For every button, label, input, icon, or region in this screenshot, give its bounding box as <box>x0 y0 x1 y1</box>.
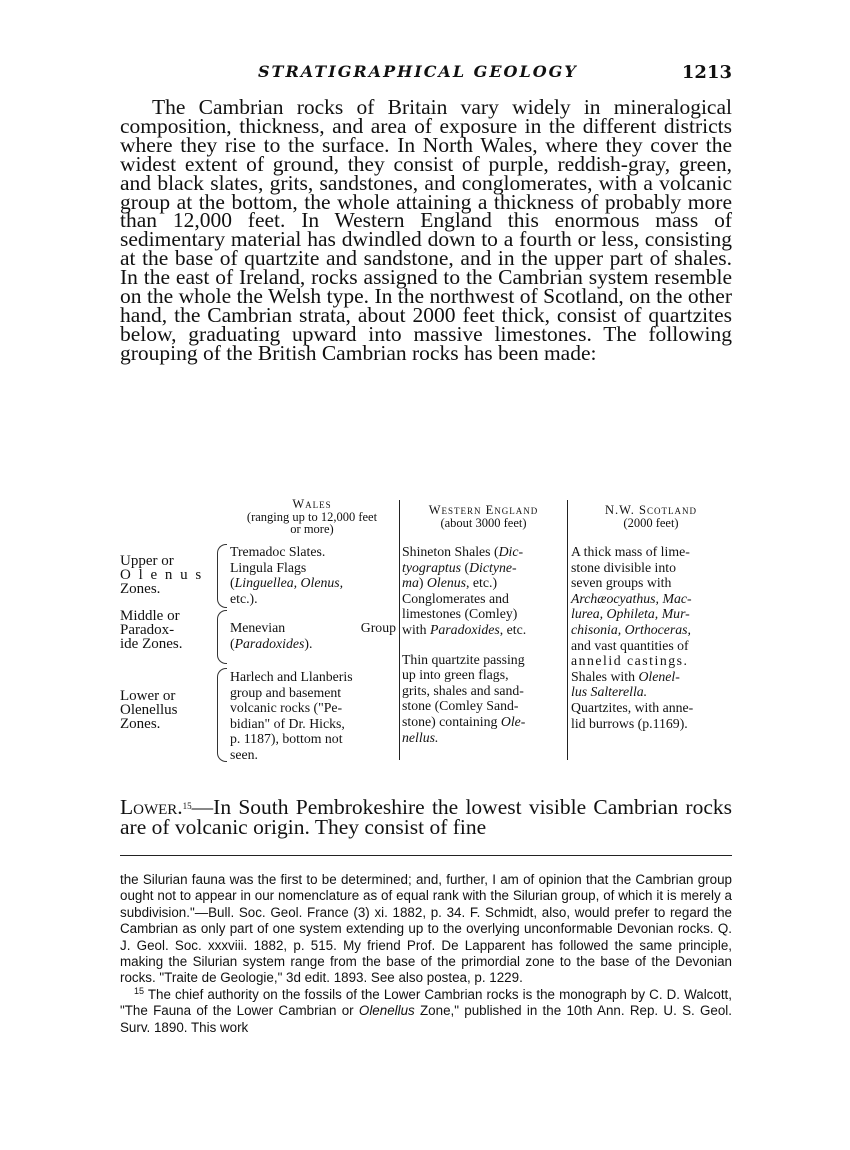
column-header-western-england <box>402 504 565 529</box>
column-divider <box>567 500 568 760</box>
cell-line <box>571 606 732 622</box>
cell-text-italic: Linguellea, Olenus, <box>234 575 344 591</box>
zone-label-line: ide Zones. <box>120 636 183 652</box>
paragraph-text: —In South Pembrokeshire the lowest visible Cambrian rocks are of volcanic origin. They consist of fine <box>120 795 732 839</box>
cell-line <box>230 620 396 636</box>
footnote-reference[interactable]: 15 <box>182 801 192 811</box>
cell-text-italic: lurea, Ophileta, Mur- <box>571 606 690 622</box>
zone-label-line: Zones. <box>120 581 161 597</box>
cell-line: grits, shales and sand- <box>402 682 524 698</box>
wales-upper-cell <box>230 544 396 606</box>
cell-text-italic: Olenel- <box>638 668 680 684</box>
column-header-name: Western England <box>428 503 539 517</box>
cell-text: ). <box>304 635 313 651</box>
cell-line: Lingula Flags <box>230 559 307 575</box>
column-header-nw-scotland <box>570 504 732 529</box>
cambrian-paragraph: The Cambrian rocks of Britain vary widely in mineralogical composition, thickness, and area of exposure in the different districts where they rise to the surface. In North Wales, where they cover the widest extent of ground, they consist of purple, reddish-gray, green, and black slates, grits, sandstones, and conglomerates, with a volcanic group at the bottom, the whole attaining a thickness of probably more than 12,000 feet. In Western England this enormous mass of sedimentary material has dwindled down to a fourth or less, consisting at the base of quartzite and sandstone, and in the upper part of shales. In the east of Ireland, rocks assigned to the Cambrian system resemble on the whole the Welsh type. In the northwest of Scotland, on the other hand, the Cambrian strata, about 2000 feet thick, consist of quartzites below, graduating upward into massive limestones. The following grouping of the British Cambrian rocks has been made: <box>120 95 732 365</box>
cell-line: lid burrows (p.1169). <box>571 715 688 731</box>
cell-line: Harlech and Llanberis <box>230 669 353 684</box>
cell-line <box>571 622 732 638</box>
cell-line <box>230 575 396 591</box>
column-header-wales <box>226 498 398 536</box>
cell-line: Conglomerates and <box>402 590 509 606</box>
cell-line: Thin quartzite passing <box>402 651 525 667</box>
cell-text-italic: tyograptus <box>402 559 462 575</box>
cell-line: limestones (Comley) <box>402 606 518 622</box>
cell-line <box>402 575 565 591</box>
cell-line: and vast quantities of <box>571 637 689 653</box>
footnote-number: 15 <box>134 985 145 996</box>
cell-text: , etc. <box>499 621 527 637</box>
cell-text-italic: Ole- <box>500 713 526 729</box>
cell-line <box>230 636 396 652</box>
cell-line: stone divisible into <box>571 559 677 575</box>
cell-line <box>402 714 565 730</box>
cell-line <box>571 684 732 700</box>
running-title: STRATIGRAPHICAL GEOLOGY <box>258 62 578 81</box>
bracket-middle <box>217 610 227 664</box>
zone-label-line: Upper or <box>120 553 174 569</box>
column-divider <box>399 500 400 760</box>
cell-line: Tremadoc Slates. <box>230 544 326 559</box>
cell-text: ) <box>418 575 427 591</box>
footnote-divider <box>120 855 732 856</box>
cell-text: Shineton Shales ( <box>402 544 499 559</box>
cell-line <box>402 544 565 560</box>
cell-line: seven groups with <box>571 575 672 591</box>
column-header-note: (2000 feet) <box>623 515 679 530</box>
cell-line: Quartzites, with anne- <box>571 699 694 715</box>
cell-line <box>571 591 732 607</box>
cell-line: volcanic rocks ("Pe- <box>230 700 343 716</box>
column-header-note: (about 3000 feet) <box>440 515 527 530</box>
cell-text-italic: Dictyne- <box>469 559 517 575</box>
cell-text-italic: Paradoxides <box>429 621 500 637</box>
cell-line: stone (Comley Sand- <box>402 698 519 714</box>
footnote-text: The chief authority on the fossils of the Lower Cambrian rocks is the monograph by C. D. Walcott, "The Fauna of the Lower Cambrian or <box>120 986 732 1019</box>
footnote-text-italic: Olenellus <box>358 1003 415 1019</box>
cell-text-italic: nellus. <box>402 729 439 745</box>
cell-text-italic: Dic- <box>498 544 524 559</box>
lower-cambrian-paragraph <box>120 797 732 837</box>
cell-text: stone) containing <box>402 713 501 729</box>
column-header-note: (ranging up to 12,000 feet <box>246 509 378 524</box>
cell-line <box>402 560 565 576</box>
cell-line: bidian" of Dr. Hicks, <box>230 715 345 731</box>
zone-label-line: Zones. <box>120 716 161 732</box>
cell-line <box>402 622 565 638</box>
column-header-name: N.W. Scotland <box>604 503 697 517</box>
footnote-continued: the Silurian fauna was the first to be determined; and, further, I am of opinion that the Cambrian group ought not to appear in our nomenclature as of equal rank with the Silurian group, of which it is merely a subdivision."—Bull. Soc. Geol. France (3) xi. 1882, p. 34. F. Schmidt, also, would prefer to regard the Cambrian as only part of one system extending up to the overlying unconformable Devonian rocks. Q. J. Geol. Soc. xxxviii. 1882, p. 515. My friend Prof. De Lapparent has followed the same principle, making the Silurian system range from the base of the primordial zone to the base of the Devonian rocks. "Traite de Geologie," 3d edit. 1893. See also postea, p. 1229. <box>120 872 732 986</box>
cell-text: ( <box>461 559 470 575</box>
cambrian-grouping-table <box>120 496 732 774</box>
cell-text: ( <box>230 635 235 651</box>
bracket-upper <box>217 544 227 608</box>
bracket-lower <box>217 668 227 762</box>
wales-lower-cell <box>230 669 396 763</box>
column-header-note: or more) <box>290 522 334 536</box>
cell-spacer <box>402 638 565 652</box>
cell-line <box>571 669 732 685</box>
cell-text: ( <box>230 575 235 591</box>
section-heading: Lower. <box>120 795 183 819</box>
cell-text: , etc.) <box>466 575 498 591</box>
zone-label-upper <box>120 554 203 596</box>
cell-text-italic: Paradoxides <box>234 635 305 651</box>
cell-line: A thick mass of lime- <box>571 544 690 559</box>
footnotes <box>120 872 732 1036</box>
wales-middle-cell <box>230 620 396 651</box>
cell-line: p. 1187), bottom not <box>230 731 343 747</box>
zone-label-line: Olenellus <box>120 702 178 718</box>
cell-line: seen. <box>230 746 258 762</box>
cell-line: group and basement <box>230 684 342 700</box>
cell-line: etc.). <box>230 590 258 606</box>
page-header <box>120 62 732 88</box>
cell-text-italic: lus Salterella. <box>571 684 648 700</box>
cell-text-italic: Archæocyathus, Mac- <box>571 590 692 606</box>
page-number: 1213 <box>681 62 732 83</box>
cell-line <box>402 730 565 746</box>
zone-label-line: Middle or <box>120 608 180 624</box>
cell-line: up into green flags, <box>402 667 509 683</box>
footnote-text: Zone," published in the 10th Ann. Rep. U. S. Geol. Surv. 1890. This work <box>120 1003 732 1035</box>
western-england-cell <box>402 544 565 745</box>
zone-label-line: O l e n u s <box>120 567 204 583</box>
cell-text-italic: chisonia, Orthoceras, <box>571 621 691 637</box>
cell-text-italic: Olenus <box>426 575 467 591</box>
column-header-name: Wales <box>292 497 332 511</box>
cell-text: with <box>402 621 430 637</box>
nw-scotland-cell <box>571 544 732 731</box>
cell-text-italic: ma <box>402 575 419 591</box>
cell-text: Menevian Group <box>230 620 396 635</box>
zone-label-line: Paradox- <box>120 622 175 638</box>
zone-label-lower <box>120 689 178 731</box>
zone-label-middle <box>120 609 182 651</box>
footnote-15 <box>120 987 732 1036</box>
zone-label-line: Lower or <box>120 688 176 704</box>
cell-text: Shales with <box>571 668 639 684</box>
cell-line: annelid castings. <box>571 653 689 669</box>
